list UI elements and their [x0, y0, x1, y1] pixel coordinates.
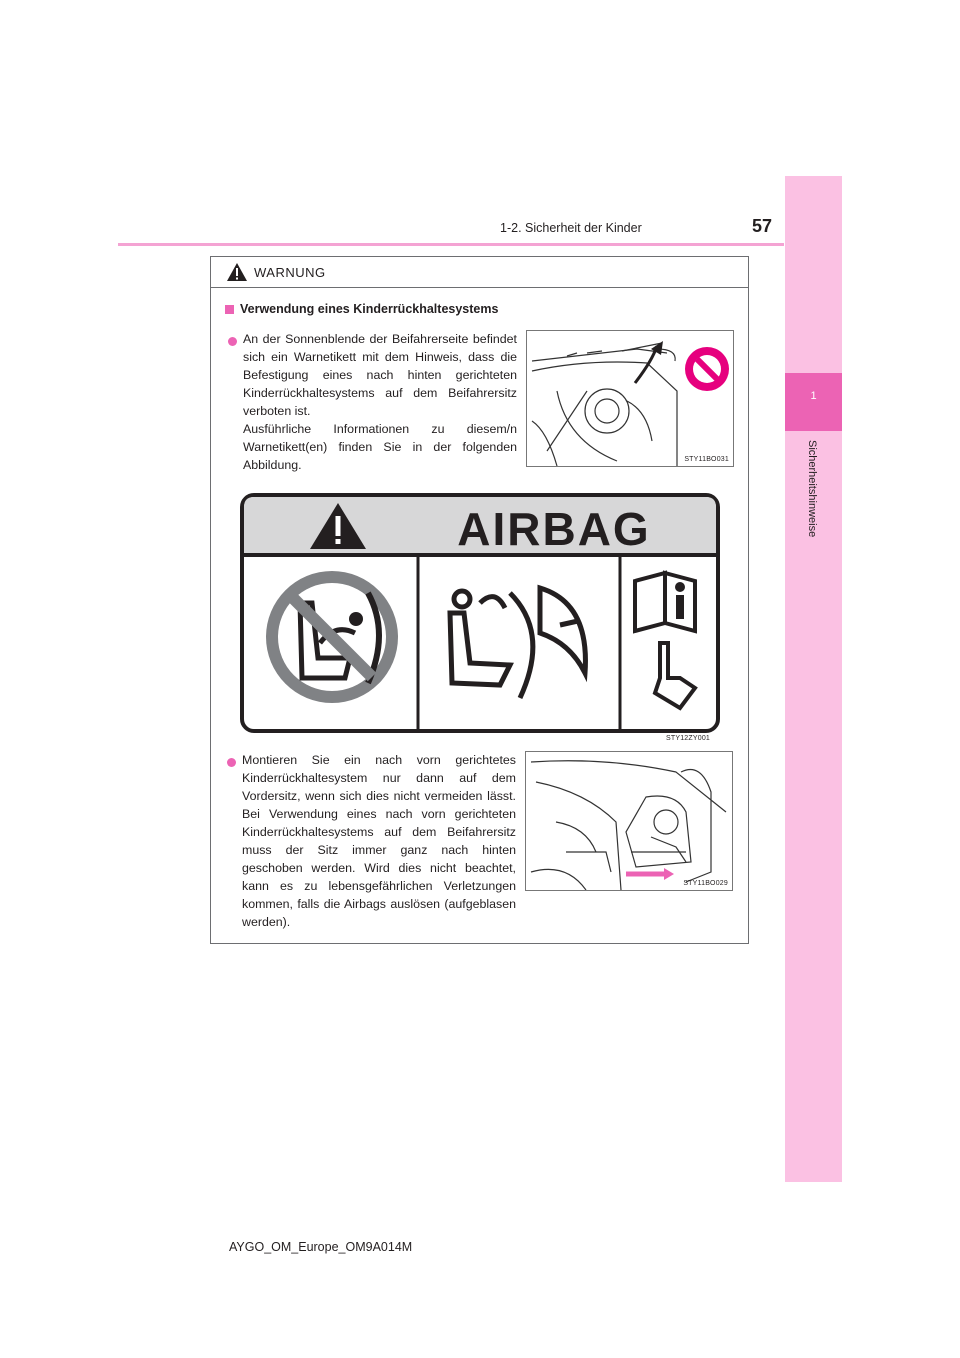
warning-header	[211, 257, 748, 288]
figure-1-code: STY11BO031	[684, 456, 729, 463]
no-child-seat-icon	[266, 571, 398, 703]
bullet-icon	[227, 758, 236, 767]
sun-visor-illustration	[527, 331, 733, 466]
chapter-number: 1	[810, 390, 817, 402]
child-seat-illustration	[526, 752, 732, 890]
bullet-1-text: An der Sonnenblende der Beifahrerseite befindet sich ein Warnetikett mit dem Hinweis, dass die Befestigung eines nach hinten gerichteten Kinderrückhaltesystems auf dem Beifahrersitz verboten ist.	[243, 332, 517, 418]
manual-id: AYGO_OM_Europe_OM9A014M	[229, 1240, 413, 1254]
side-tab	[785, 176, 842, 1182]
sub-heading-text: Verwendung eines Kinderrückhaltesystems	[240, 302, 499, 316]
chapter-title: Sicherheitshinweise	[806, 440, 818, 538]
page-number: 57	[752, 216, 773, 236]
child-seat-figure	[525, 751, 733, 891]
bullet-2-text: Montieren Sie ein nach vorn gerichtetes Kinderrückhaltesystem nur dann auf dem Vordersitz, wenn sich dies nicht vermeiden lässt. Bei Verwendung eines nach vorn gerichteten Kinderrückhaltesystems auf dem Beifahrersitz muss der Sitz immer ganz nach hinten geschoben werden. Wird dies nicht beachtet, kann es zu lebensgefährlichen Verletzungen kommen, falls die Airbags auslösen (aufgeblasen werden).	[242, 753, 516, 929]
airbag-warning-label	[240, 493, 720, 733]
figure-2-code: STY12ZY001	[666, 735, 711, 742]
section-title: 1-2. Sicherheit der Kinder	[500, 221, 642, 235]
airbag-label-graphic	[240, 493, 720, 733]
warning-title: WARNUNG	[254, 265, 326, 280]
square-bullet-icon	[225, 305, 234, 314]
warning-triangle-icon	[226, 262, 248, 282]
header-rule	[118, 243, 784, 246]
prohibition-icon	[685, 347, 729, 391]
bullet-1-more-text: Ausführliche Informationen zu diesem/n Warnetikett(en) finden Sie in der folgenden Abbildung.	[243, 422, 517, 472]
sun-visor-figure	[526, 330, 734, 467]
bullet-icon	[228, 337, 237, 346]
figure-3-code: STY11BO029	[683, 880, 728, 887]
airbag-title: AIRBAG	[457, 503, 651, 555]
side-tab-active-marker	[785, 373, 842, 431]
sub-heading	[225, 302, 498, 316]
